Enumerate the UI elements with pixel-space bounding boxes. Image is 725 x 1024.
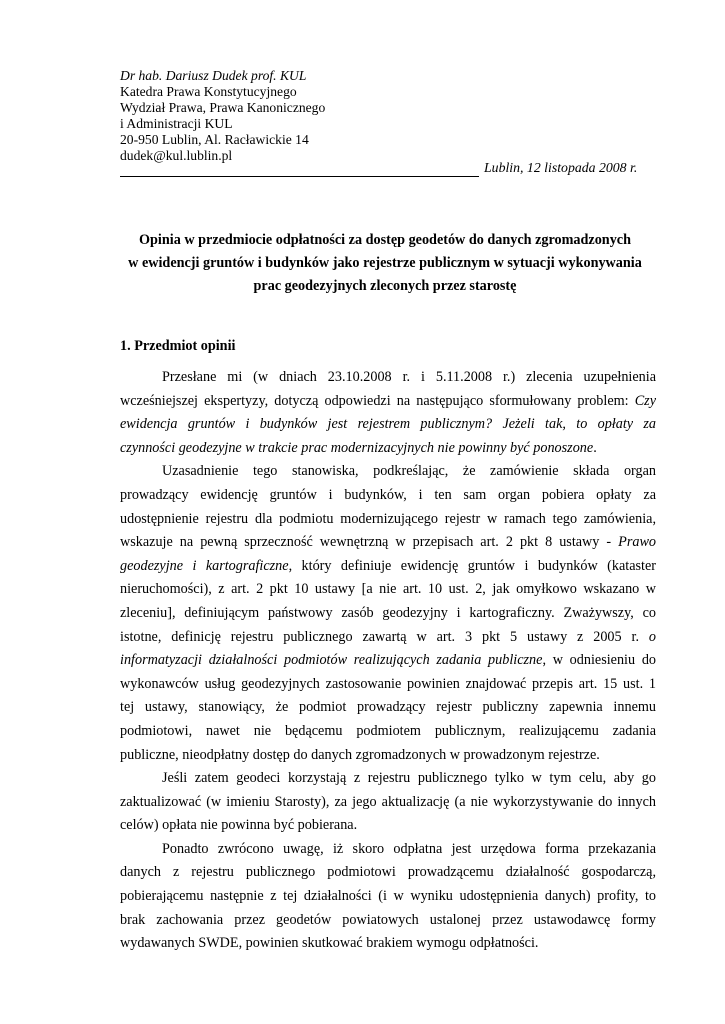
body-line: podmiotowi, nawet nie będącemu podmiotem publicznym, realizującemu zadania [120, 722, 656, 739]
author-name: Dr hab. Dariusz Dudek prof. KUL [120, 68, 307, 83]
title-line: Opinia w przedmiocie odpłatności za dostęp geodetów do danych zgromadzonych [139, 232, 631, 248]
body-line: istotne, definicję rejestru publicznego zawartą w art. 3 pkt 5 ustawy z 2005 r. o [120, 628, 656, 645]
body-line: Jeśli zatem geodeci korzystają z rejestru publicznego tylko w tym celu, aby go [162, 770, 656, 787]
body-line: danych z rejestru publicznego podmiotowi prowadzącemu działalność gospodarczą, [120, 864, 656, 881]
document-date: Lublin, 12 listopada 2008 r. [484, 160, 638, 175]
address-line: Katedra Prawa Konstytucyjnego [120, 84, 297, 99]
address-line: 20-950 Lublin, Al. Racławickie 14 [120, 132, 309, 147]
body-line: zaktualizować (w imieniu Starosty), za jego aktualizację (a nie wykorzystywanie do innych [120, 793, 656, 810]
body-line: brak zachowania przez geodetów powiatowych ustalonej przez ustawodawcę formy [120, 911, 656, 928]
body-line: publiczne, nieodpłatny dostęp do danych zgromadzonych w prowadzonym rejestrze. [120, 746, 600, 763]
section-heading: 1. Przedmiot opinii [120, 338, 236, 354]
body-line: pobierającemu następnie z tej działalności (i w wyniku udostępnienia danych) profity, to [120, 888, 656, 905]
body-line: celów) opłata nie powinna być pobierana. [120, 817, 358, 834]
body-line: Ponadto zwrócono uwagę, iż skoro odpłatna jest urzędowa forma przekazania [162, 840, 656, 857]
address-line: Wydział Prawa, Prawa Kanonicznego [120, 100, 326, 115]
body-line: informatyzacji działalności podmiotów realizujących zadania publiczne, w odniesieniu do [120, 652, 657, 669]
body-line: zleceniu], definiującym państwowy zasób geodezyjny i kartograficzny. Zważywszy, co [120, 604, 656, 621]
body-line: geodezyjne i kartograficzne, który definiuje ewidencję gruntów i budynków (kataster [120, 557, 656, 574]
title-line: prac geodezyjnych zleconych przez starostę [253, 278, 517, 294]
body-line: udostępnienie rejestru dla podmiotu modernizującego rejestr w ramach tego zamówienia, [120, 510, 656, 527]
address-line: i Administracji KUL [120, 116, 233, 131]
title-line: w ewidencji gruntów i budynków jako rejestrze publicznym w sytuacji wykonywania [128, 255, 642, 271]
body-line: tej ustawy, stanowiący, że podmiot prowadzący rejestr publiczny zapewnia innemu [120, 699, 656, 716]
body-line: Uzasadnienie tego stanowiska, podkreślając, że zamówienie składa organ [162, 463, 656, 480]
body-line: wskazuje na pewną sprzeczność wewnętrzną w przepisach art. 2 pkt 8 ustawy - Prawo [120, 534, 656, 551]
body-line: prowadzący ewidencję gruntów i budynków, i ten sam organ pobiera opłaty za [120, 486, 656, 503]
body-line: wydawanych SWDE, powinien skutkować brakiem wymogu odpłatności. [120, 935, 539, 952]
body-line: wcześniejszej ekspertyzy, dotyczą odpowiedzi na następująco sformułowany problem: Czy [120, 392, 656, 409]
body-line: ewidencja gruntów i budynków jest rejestrem publicznym? Jeżeli tak, to opłaty za [120, 416, 656, 433]
body-line: nieruchomości), z art. 2 pkt 10 ustawy [a nie art. 10 ust. 2, jak omyłkowo wskazano w [120, 581, 656, 598]
body-line: czynności geodezyjne w trakcie prac modernizacyjnych nie powinny być ponoszone. [120, 439, 597, 456]
author-email: dudek@kul.lublin.pl [120, 148, 233, 163]
author-address-block [120, 68, 325, 164]
header-divider [120, 176, 479, 177]
document-body [120, 366, 656, 956]
body-line: Przesłane mi (w dniach 23.10.2008 r. i 5.11.2008 r.) zlecenia uzupełnienia [162, 369, 656, 385]
document-title [105, 229, 665, 298]
body-line: wykonawców usług geodezyjnych zastosowanie powinien znajdować przepis art. 15 ust. 1 [120, 675, 656, 692]
